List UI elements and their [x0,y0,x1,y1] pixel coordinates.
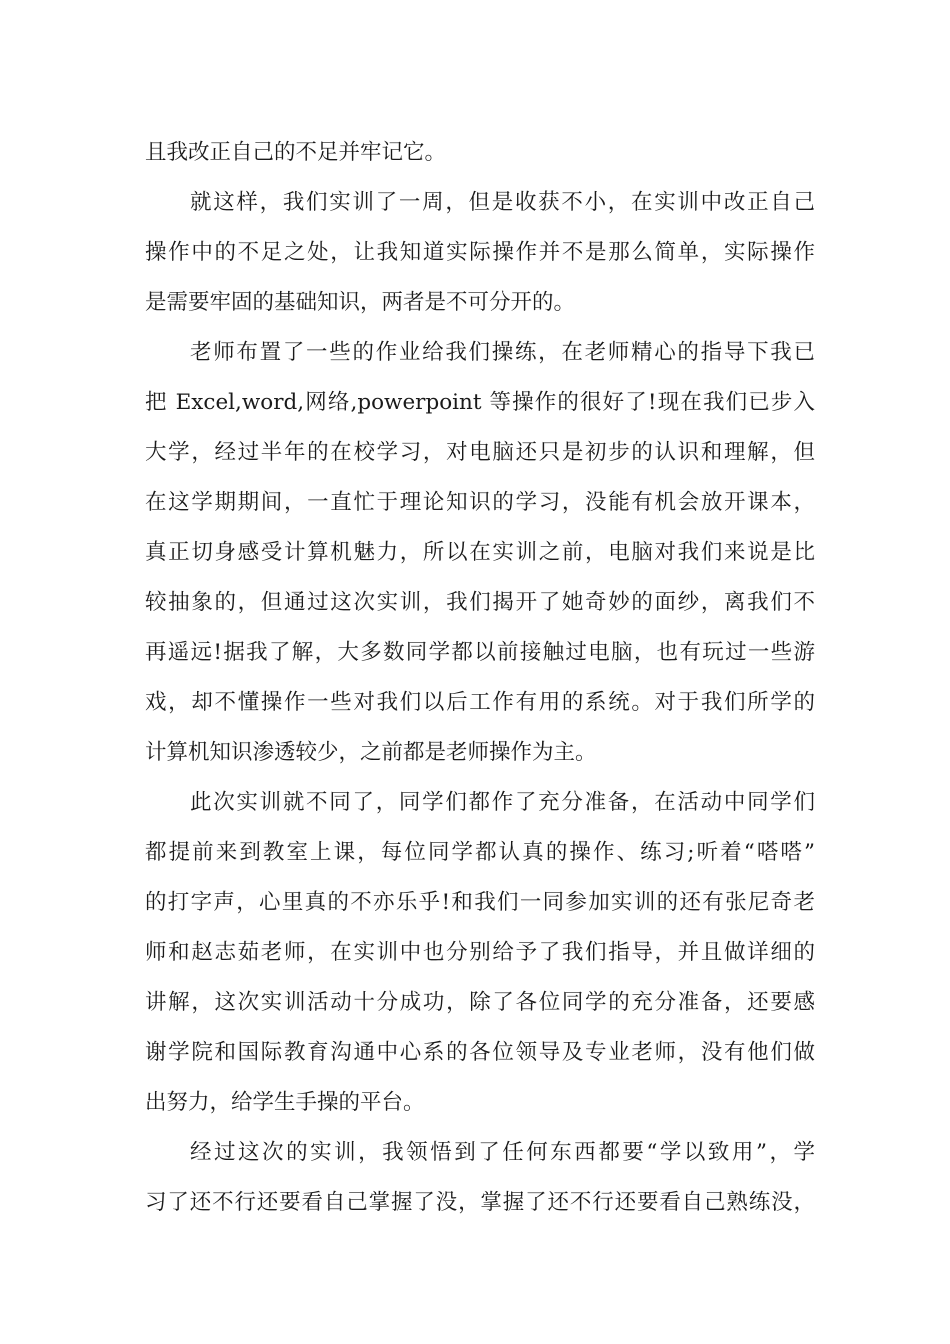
text-line: 较抽象的，但通过这次实训，我们揭开了她奇妙的面纱，离我们不 [145,590,815,615]
paragraph-first-line: 就这样，我们实训了一周，但是收获不小，在实训中改正自己 [190,190,815,215]
paragraph-first-line: 经过这次的实训，我领悟到了任何东西都要“学以致用”，学 [190,1140,815,1165]
text-line: 在这学期期间，一直忙于理论知识的学习，没能有机会放开课本， [145,490,815,515]
text-line: 大学，经过半年的在校学习，对电脑还只是初步的认识和理解，但 [145,440,815,465]
text-line: 是需要牢固的基础知识，两者是不可分开的。 [145,290,576,315]
text-line: 出努力，给学生手操的平台。 [145,1090,425,1115]
text-line: 戏，却不懂操作一些对我们以后工作有用的系统。对于我们所学的 [145,690,815,715]
text-line: 操作中的不足之处，让我知道实际操作并不是那么简单，实际操作 [145,240,815,265]
text-line: 真正切身感受计算机魅力，所以在实训之前，电脑对我们来说是比 [145,540,815,565]
text-line: 讲解，这次实训活动十分成功，除了各位同学的充分准备，还要感 [145,990,815,1015]
text-line: 师和赵志茹老师，在实训中也分别给予了我们指导，并且做详细的 [145,940,815,965]
text-line: 都提前来到教室上课，每位同学都认真的操作、练习;听着“嗒嗒” [145,840,815,865]
paragraph-first-line: 此次实训就不同了，同学们都作了充分准备，在活动中同学们 [190,790,815,815]
text-line: 把 Excel,word,网络,powerpoint 等操作的很好了!现在我们已步入 [145,390,815,415]
text-line: 习了还不行还要看自己掌握了没，掌握了还不行还要看自己熟练没， [145,1190,815,1215]
text-line: 再遥远!据我了解，大多数同学都以前接触过电脑，也有玩过一些游 [145,640,815,665]
text-line: 谢学院和国际教育沟通中心系的各位领导及专业老师，没有他们做 [145,1040,815,1065]
paragraph-first-line: 老师布置了一些的作业给我们操练，在老师精心的指导下我已 [190,340,815,365]
text-line: 且我改正自己的不足并牢记它。 [145,140,447,165]
text-line: 计算机知识渗透较少，之前都是老师操作为主。 [145,740,597,765]
text-line: 的打字声，心里真的不亦乐乎!和我们一同参加实训的还有张尼奇老 [145,890,815,915]
